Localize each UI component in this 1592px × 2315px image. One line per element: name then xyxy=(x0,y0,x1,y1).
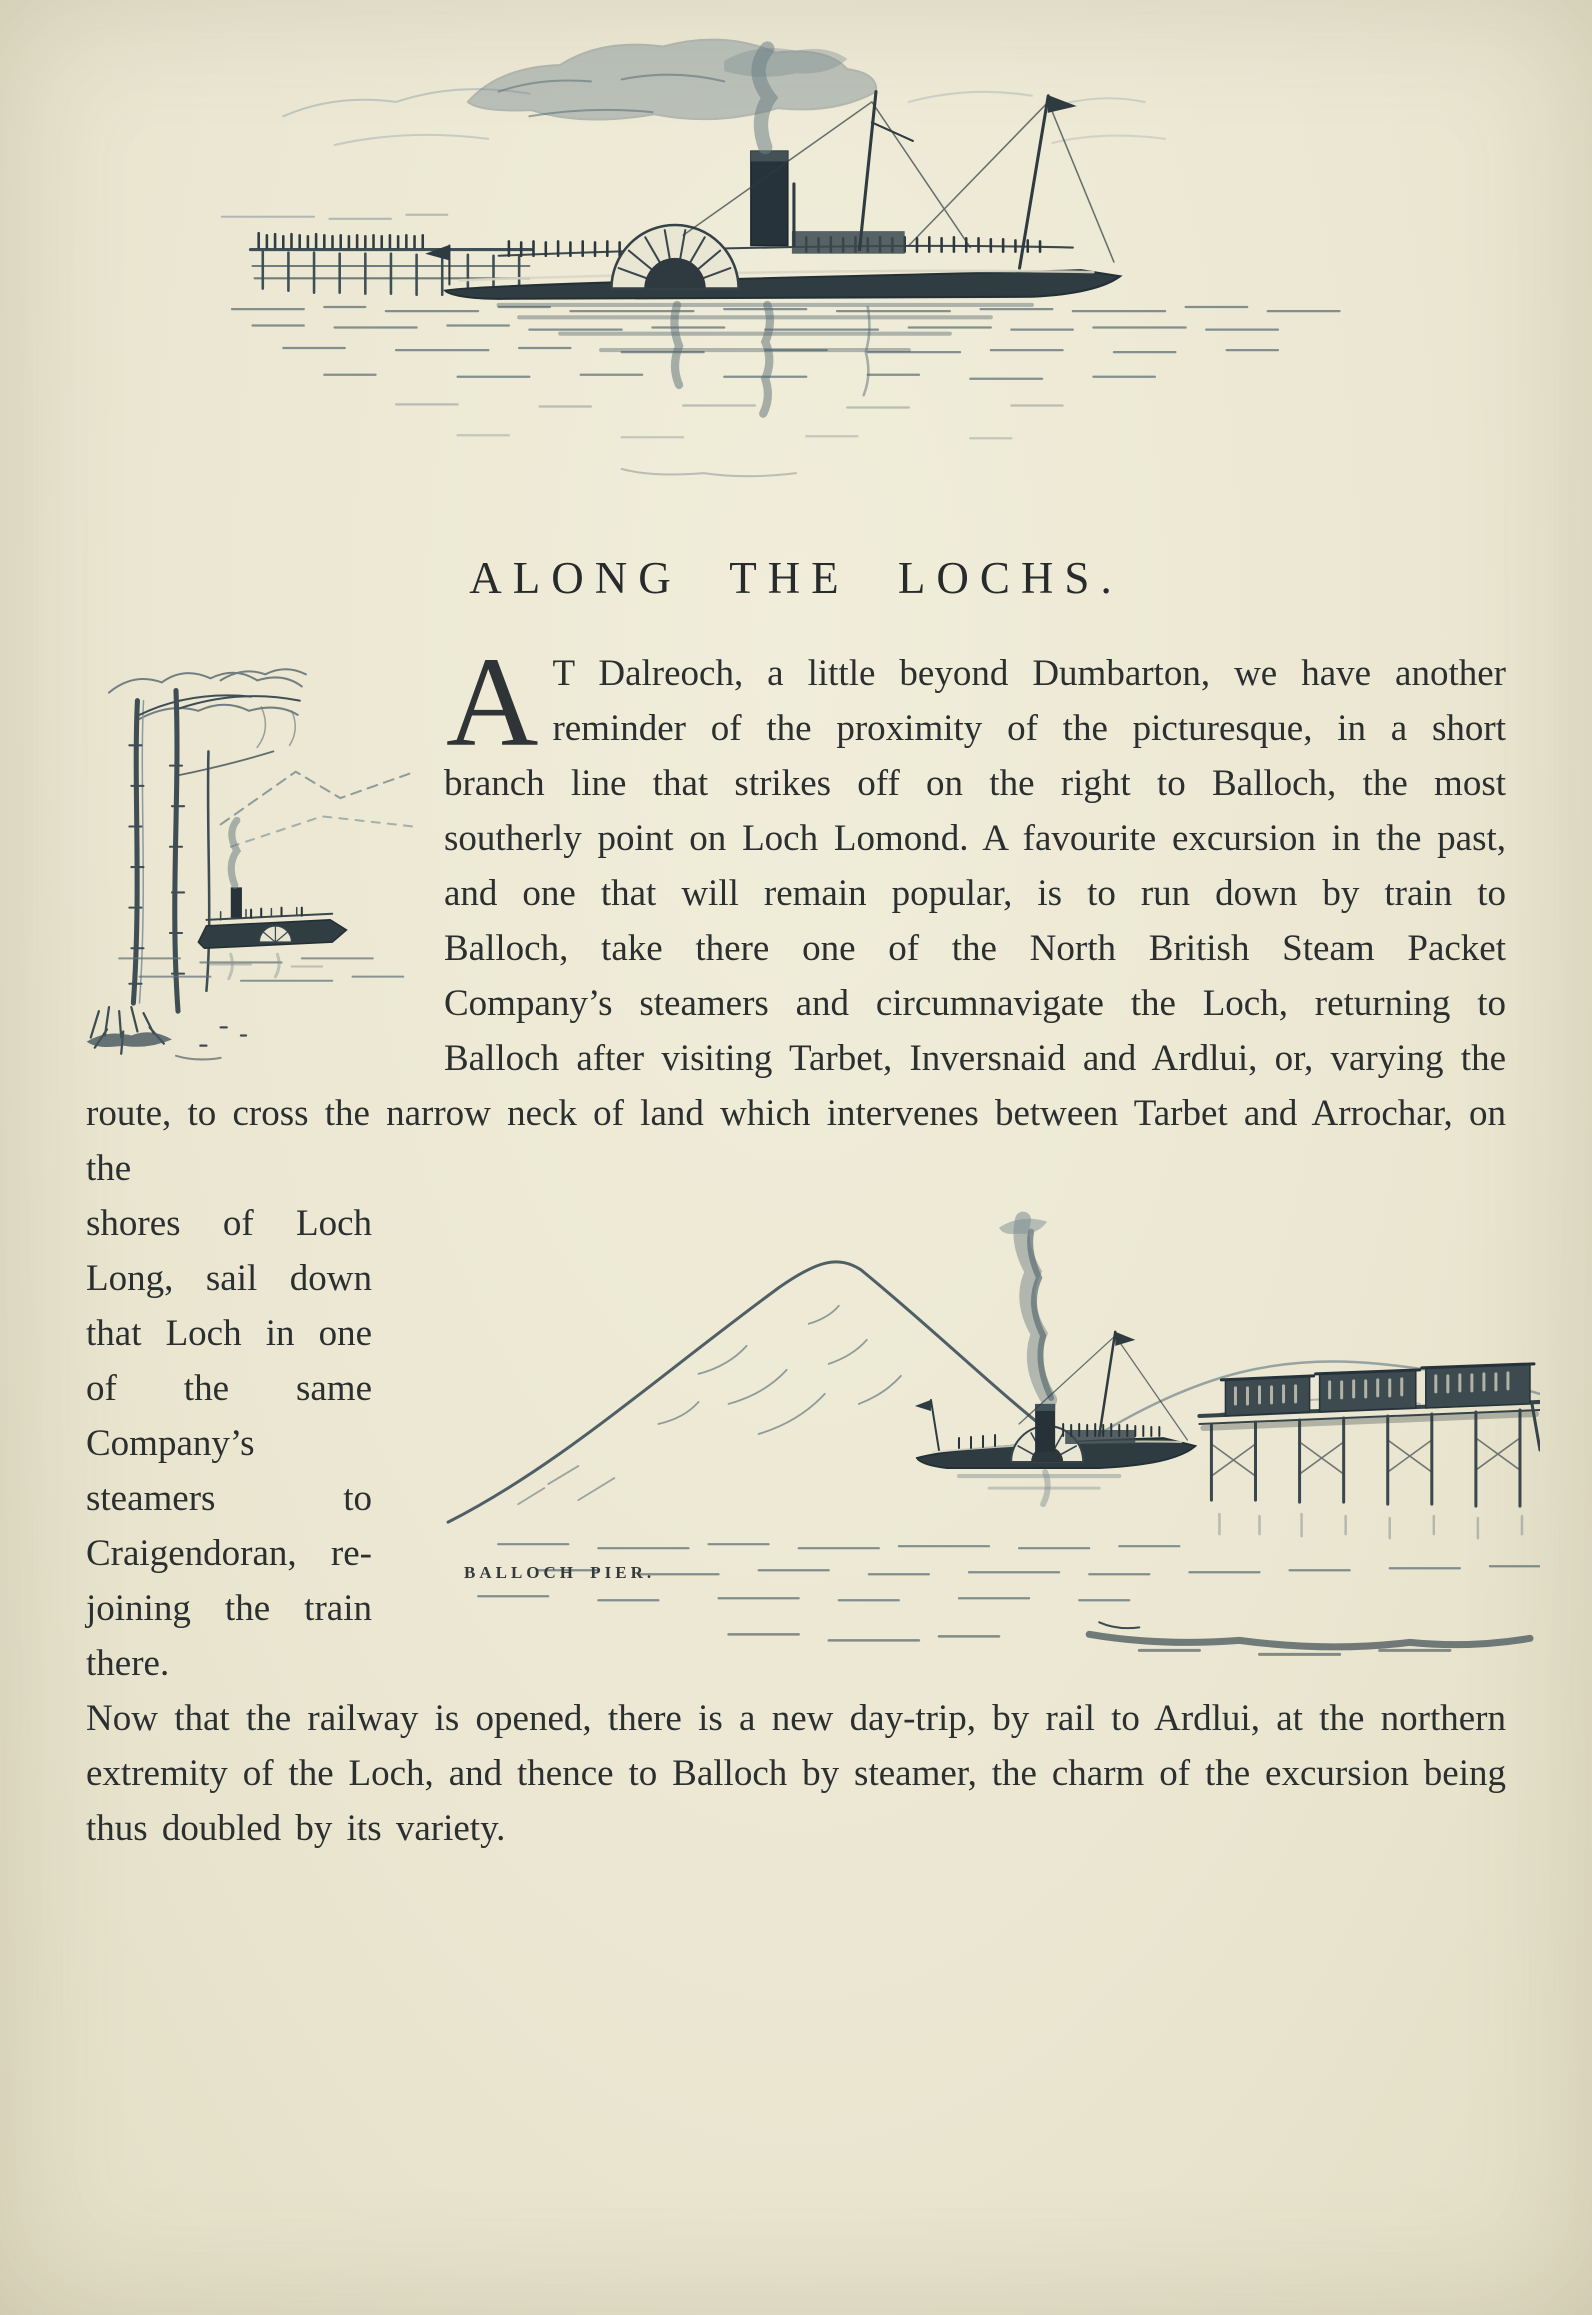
drop-cap: A xyxy=(446,631,539,773)
foreground-grass xyxy=(87,1007,246,1059)
paddle-steamer-at-pier-illustration xyxy=(191,26,1401,506)
article-body xyxy=(86,631,1506,1856)
smoke-column xyxy=(999,1219,1051,1400)
paragraph-1-text: T Dalreoch, a little beyond Dumbarton, we have another reminder of the proximity of the picturesque, in a short branch line that strikes off on the right to Balloch, the most southerly point on Loch Lomond. A favourite excursion in the past, and one that will remain popular, is to run down by train to Balloch, take there one of the North British Steam Packet Company’s steamers and circumnavigate the Loch, returning to Balloch after visiting Tarbet, Inversnaid and Ardlui, or, varying the route, to cross the narrow neck of land which intervenes between Tarbet and Arrochar, on the xyxy=(86,653,1506,1189)
railway-pier xyxy=(1199,1364,1540,1506)
balloch-pier-steamer-and-train-illustration xyxy=(398,1202,1540,1676)
pier xyxy=(250,233,531,295)
paragraph-2-text: shores of Loch Long, sail down that Loch in one of the same Company’s steamers to Craigendoran, re-joining the train there. xyxy=(86,1203,372,1684)
page-title: ALONG THE LOCHS. xyxy=(469,553,1123,603)
paragraph-3 xyxy=(86,1691,1506,1856)
water-and-reflection xyxy=(119,954,403,980)
paragraph-2 xyxy=(86,1196,1506,1691)
distant-mountain xyxy=(221,772,414,847)
deckhouse-and-funnel xyxy=(751,151,905,254)
reflection xyxy=(499,305,1032,414)
paragraph-1 xyxy=(86,631,1506,1196)
foreground-shore xyxy=(729,1622,1530,1654)
paragraph-3-text: Now that the railway is opened, there is a new day-trip, by rail to Ardlui, at the northern extremity of the Loch, and thence to Balloch by steamer, the charm of the excursion being thus doubled by its variety. xyxy=(86,1698,1506,1849)
small-steamer xyxy=(198,820,346,948)
distant-shore xyxy=(222,215,448,219)
balloch-pier-figure xyxy=(398,1202,1540,1676)
smoke-cloud-mass xyxy=(468,40,876,120)
illustration-caption: BALLOCH PIER. xyxy=(464,1563,656,1582)
paddle-box xyxy=(611,225,738,289)
loch-shore-birches-and-steamer-illustration xyxy=(78,654,414,1070)
